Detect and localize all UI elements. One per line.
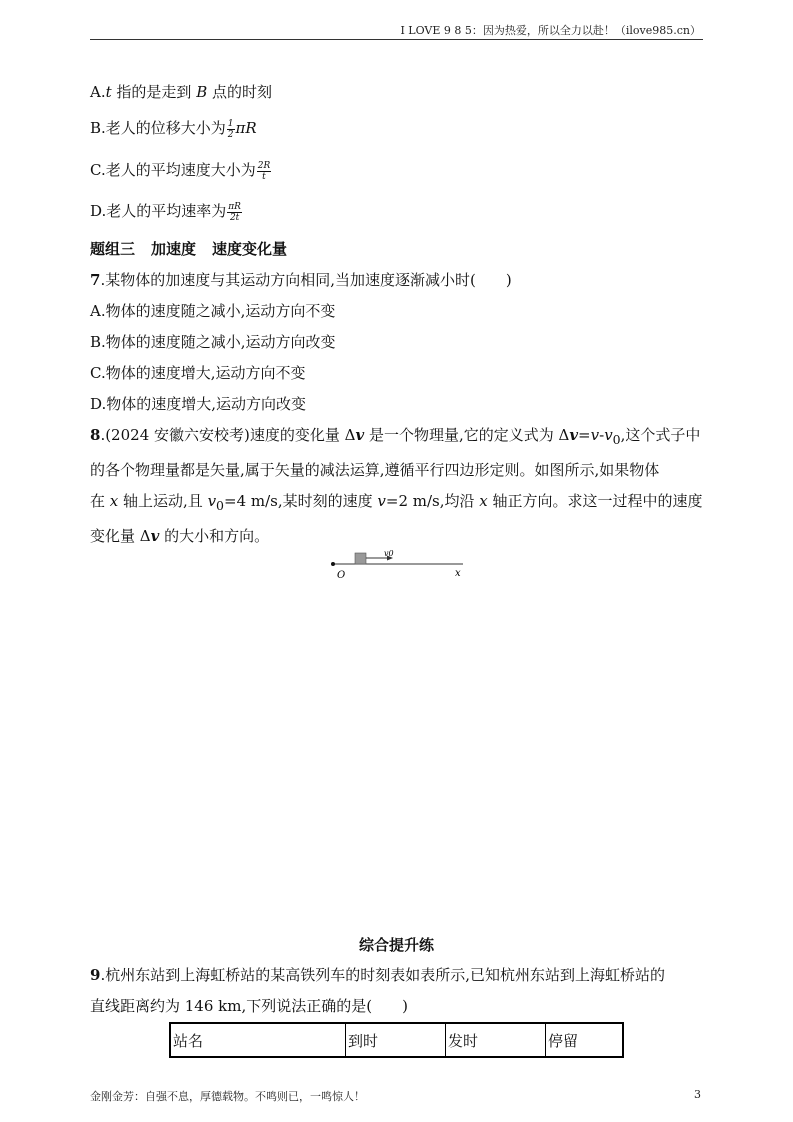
q8-line-4: 变化量 Δv 的大小和方向。: [90, 527, 270, 545]
fraction: $\frac{\pi R}{2t}$: [228, 201, 241, 223]
q8-line-2: 的各个物理量都是矢量,属于矢量的减法运算,遵循平行四边形定则。如图所示,如果物体: [90, 461, 660, 479]
origin-label: O: [337, 570, 346, 581]
group-heading: 题组三 加速度 速度变化量: [90, 240, 288, 258]
option-c: C.老人的平均速度大小为 $\frac{2R}{t}$: [90, 160, 271, 182]
option-a: A.t 指的是走到 B 点的时刻: [90, 83, 272, 101]
object-block: [355, 553, 366, 564]
q9-line-2: 直线距离约为 146 km,下列说法正确的是( ): [90, 997, 408, 1015]
q7-option-b: B.物体的速度随之减小,运动方向改变: [90, 333, 336, 351]
q8-line-3: 在 x 轴上运动,且 $v_0=4$ m/s,某时刻的速度 v=2 m/s,均沿 x 轴正方向。求这一过程中的速度: [90, 492, 703, 513]
axis-label: x: [455, 568, 461, 579]
table-header-cell: 到时: [346, 1023, 446, 1057]
table-header-row: [170, 1023, 623, 1057]
timetable: [169, 1022, 624, 1058]
page-header: I LOVE 9 8 5：因为热爱，所以全力以赴！（ilove985.cn）: [400, 24, 701, 37]
header-rule: [90, 39, 703, 40]
table-header-cell: 站名: [170, 1023, 346, 1057]
fraction: $\frac{1}{2}$: [227, 118, 234, 140]
q7-option-d: D.物体的速度增大,运动方向改变: [90, 395, 307, 413]
q7-stem: 7.某物体的加速度与其运动方向相同,当加速度逐渐减小时( ): [90, 271, 512, 289]
table-header-cell: 发时: [446, 1023, 546, 1057]
table-header-cell: 停留: [546, 1023, 624, 1057]
motion-figure: [325, 545, 470, 581]
q9-text: [90, 960, 703, 1022]
q9-line-1: 9.杭州东站到上海虹桥站的某高铁列车的时刻表如表所示,已知杭州东站到上海虹桥站的: [90, 966, 665, 984]
footer-motto: 金刚金芳：自强不息，厚德载物。不鸣则已，一鸣惊人！: [90, 1090, 365, 1103]
q7-option-a: A.物体的速度随之减小,运动方向不变: [90, 302, 336, 320]
option-b: B.老人的位移大小为 $\frac{1}{2}$ πR: [90, 118, 257, 140]
q7-option-c: C.物体的速度增大,运动方向不变: [90, 364, 306, 382]
page-number: 3: [694, 1088, 701, 1101]
q8-line-1: 8.(2024 安徽六安校考)速度的变化量 Δv 是一个物理量,它的定义式为 $\Delta v=v-v_0$,这个式子中: [90, 426, 701, 447]
q8-text: [90, 420, 703, 552]
fraction: $\frac{2R}{t}$: [257, 160, 271, 182]
origin-dot: [331, 562, 335, 566]
velocity-label: v0: [384, 549, 394, 558]
section-title: 综合提升练: [358, 936, 434, 954]
option-d: D.老人的平均速率为 $\frac{\pi R}{2t}$: [90, 201, 241, 223]
